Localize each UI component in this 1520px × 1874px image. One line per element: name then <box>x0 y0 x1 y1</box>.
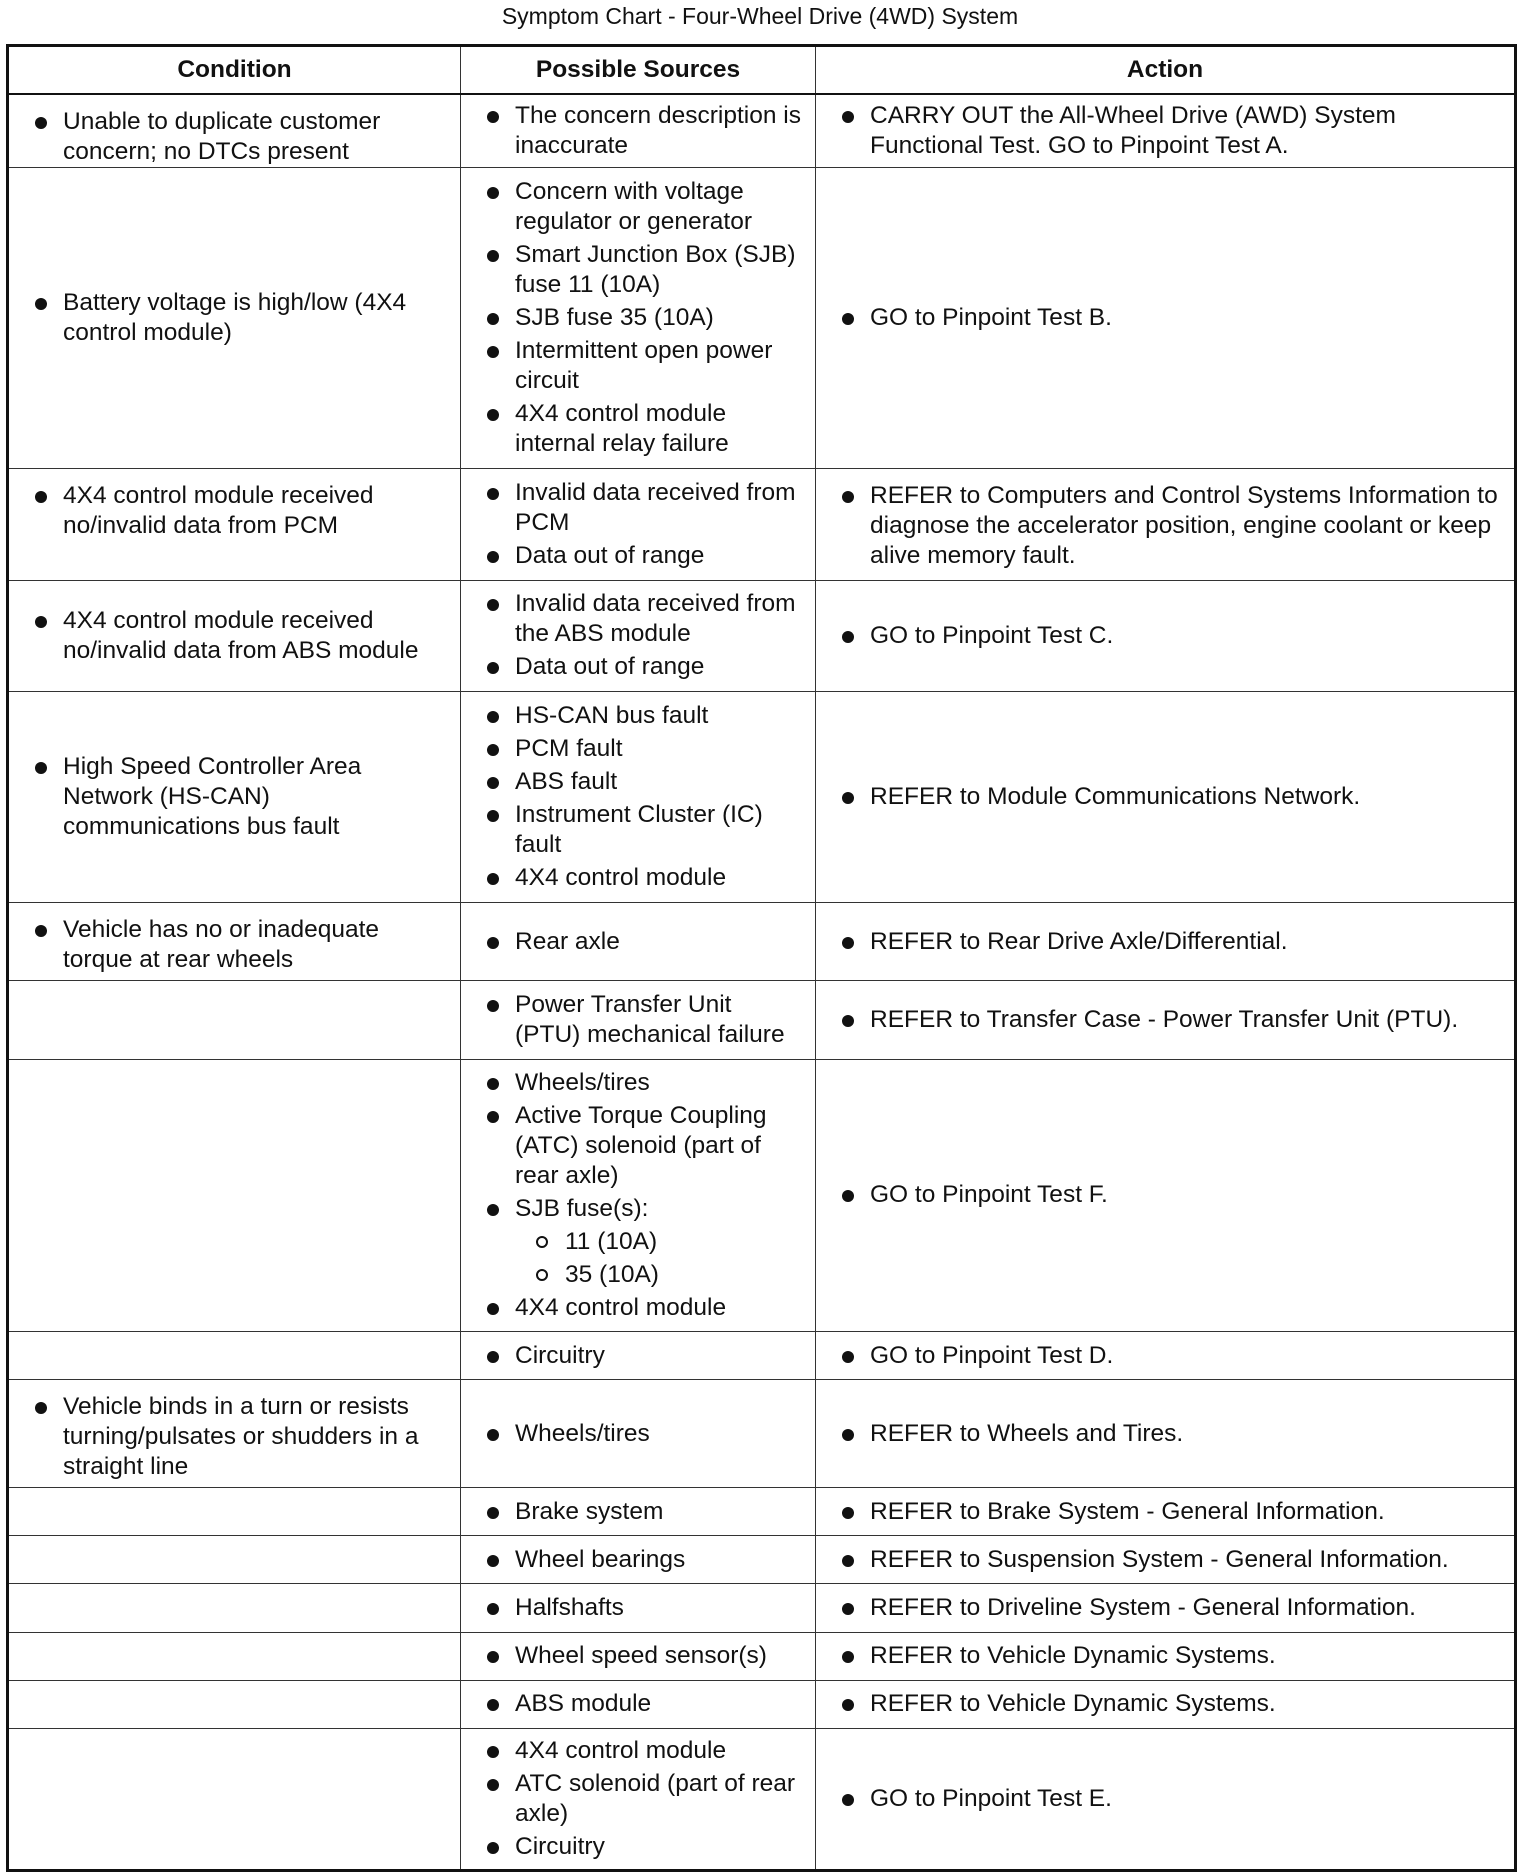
action-cell <box>816 691 1516 902</box>
action-text: GO to Pinpoint Test F. <box>830 1180 1502 1210</box>
condition-text: Unable to duplicate customer concern; no DTCs present <box>23 107 448 167</box>
action-cell <box>816 1488 1516 1536</box>
action-cell <box>816 1059 1516 1331</box>
source-item: 4X4 control module internal relay failure <box>475 399 803 459</box>
source-item: 4X4 control module <box>475 1293 803 1323</box>
sources-cell <box>461 468 816 580</box>
condition-text: 4X4 control module received no/invalid data from ABS module <box>23 606 448 666</box>
source-item: Circuitry <box>475 1341 803 1371</box>
condition-cell <box>8 981 461 1059</box>
header-possible-sources: Possible Sources <box>461 46 816 95</box>
action-cell <box>816 1332 1516 1380</box>
source-item: Wheel bearings <box>475 1545 803 1575</box>
symptom-chart-table <box>6 44 1517 1872</box>
source-item: ATC solenoid (part of rear axle) <box>475 1769 803 1829</box>
table-row <box>8 468 1516 580</box>
action-cell <box>816 1380 1516 1488</box>
table-row <box>8 1332 1516 1380</box>
condition-cell <box>8 1728 461 1870</box>
table-row <box>8 580 1516 691</box>
source-item: Circuitry <box>475 1832 803 1862</box>
header-condition: Condition <box>8 46 461 95</box>
source-item: ABS fault <box>475 767 803 797</box>
action-text: GO to Pinpoint Test B. <box>830 303 1502 333</box>
action-cell <box>816 94 1516 168</box>
sources-cell <box>461 1488 816 1536</box>
source-item: Power Transfer Unit (PTU) mechanical failure <box>475 990 803 1050</box>
action-cell <box>816 1584 1516 1632</box>
condition-cell <box>8 168 461 469</box>
condition-text: 4X4 control module received no/invalid data from PCM <box>23 481 448 541</box>
action-cell <box>816 903 1516 981</box>
source-item: ABS module <box>475 1689 803 1719</box>
header-action: Action <box>816 46 1516 95</box>
condition-text: Vehicle binds in a turn or resists turning/pulsates or shudders in a straight line <box>23 1392 448 1482</box>
condition-cell <box>8 1632 461 1680</box>
source-item: Instrument Cluster (IC) fault <box>475 800 803 860</box>
action-text: REFER to Computers and Control Systems Information to diagnose the accelerator position, engine coolant or keep alive memory fault. <box>830 481 1502 571</box>
action-cell <box>816 1728 1516 1870</box>
sources-cell <box>461 94 816 168</box>
action-text: REFER to Wheels and Tires. <box>830 1419 1502 1449</box>
action-text: GO to Pinpoint Test C. <box>830 621 1502 651</box>
condition-cell <box>8 580 461 691</box>
source-item: Rear axle <box>475 927 803 957</box>
page-title: Symptom Chart - Four-Wheel Drive (4WD) System <box>501 3 1019 29</box>
action-cell <box>816 981 1516 1059</box>
source-item-text: SJB fuse(s): <box>515 1194 649 1222</box>
source-item: SJB fuse 35 (10A) <box>475 303 803 333</box>
sources-cell <box>461 580 816 691</box>
source-item: Intermittent open power circuit <box>475 336 803 396</box>
source-item: Concern with voltage regulator or generator <box>475 177 803 237</box>
table-row <box>8 1536 1516 1584</box>
source-item: Wheels/tires <box>475 1068 803 1098</box>
source-item: Invalid data received from the ABS module <box>475 589 803 649</box>
sources-cell <box>461 1332 816 1380</box>
sources-cell <box>461 1584 816 1632</box>
source-item: Wheels/tires <box>475 1419 803 1449</box>
action-text: CARRY OUT the All-Wheel Drive (AWD) System Functional Test. GO to Pinpoint Test A. <box>830 101 1502 161</box>
sources-cell <box>461 1380 816 1488</box>
table-row <box>8 1680 1516 1728</box>
action-text: REFER to Brake System - General Information. <box>830 1497 1502 1527</box>
condition-cell <box>8 468 461 580</box>
condition-cell <box>8 94 461 168</box>
table-row <box>8 1728 1516 1870</box>
source-item <box>475 1194 803 1290</box>
sources-cell <box>461 1632 816 1680</box>
table-row <box>8 691 1516 902</box>
source-item: Invalid data received from PCM <box>475 478 803 538</box>
condition-cell <box>8 1536 461 1584</box>
action-text: REFER to Suspension System - General Information. <box>830 1545 1502 1575</box>
action-cell <box>816 1632 1516 1680</box>
source-item: Smart Junction Box (SJB) fuse 11 (10A) <box>475 240 803 300</box>
condition-cell <box>8 1584 461 1632</box>
source-item: Active Torque Coupling (ATC) solenoid (part of rear axle) <box>475 1101 803 1191</box>
sources-cell <box>461 1059 816 1331</box>
sources-cell <box>461 1680 816 1728</box>
sources-cell <box>461 1536 816 1584</box>
condition-cell <box>8 1332 461 1380</box>
action-cell <box>816 468 1516 580</box>
action-cell <box>816 1536 1516 1584</box>
action-text: GO to Pinpoint Test E. <box>830 1784 1502 1814</box>
source-item: Wheel speed sensor(s) <box>475 1641 803 1671</box>
condition-text: Vehicle has no or inadequate torque at rear wheels <box>23 915 448 975</box>
source-item: Halfshafts <box>475 1593 803 1623</box>
action-text: REFER to Vehicle Dynamic Systems. <box>830 1689 1502 1719</box>
source-item: Brake system <box>475 1497 803 1527</box>
action-text: REFER to Vehicle Dynamic Systems. <box>830 1641 1502 1671</box>
fuse-item: 11 (10A) <box>515 1227 803 1257</box>
condition-cell <box>8 1680 461 1728</box>
action-text: REFER to Rear Drive Axle/Differential. <box>830 927 1502 957</box>
source-item: PCM fault <box>475 734 803 764</box>
source-item: Data out of range <box>475 652 803 682</box>
table-row <box>8 1584 1516 1632</box>
condition-cell <box>8 691 461 902</box>
table-row <box>8 903 1516 981</box>
sources-cell <box>461 903 816 981</box>
condition-cell <box>8 1059 461 1331</box>
source-item: 4X4 control module <box>475 1736 803 1766</box>
sources-cell <box>461 168 816 469</box>
action-text: REFER to Driveline System - General Information. <box>830 1593 1502 1623</box>
table-row <box>8 981 1516 1059</box>
table-row <box>8 1059 1516 1331</box>
table-header-row <box>8 46 1516 95</box>
condition-text: High Speed Controller Area Network (HS-CAN) communications bus fault <box>23 752 448 842</box>
fuse-item: 35 (10A) <box>515 1260 803 1290</box>
table-row <box>8 168 1516 469</box>
source-item: Data out of range <box>475 541 803 571</box>
source-item: The concern description is inaccurate <box>475 101 803 161</box>
sources-cell <box>461 981 816 1059</box>
action-cell <box>816 1680 1516 1728</box>
table-row <box>8 1632 1516 1680</box>
condition-cell <box>8 1488 461 1536</box>
table-row <box>8 94 1516 168</box>
condition-text: Battery voltage is high/low (4X4 control module) <box>23 288 448 348</box>
condition-cell <box>8 1380 461 1488</box>
sources-cell <box>461 691 816 902</box>
table-row <box>8 1380 1516 1488</box>
action-text: REFER to Transfer Case - Power Transfer Unit (PTU). <box>830 1005 1502 1035</box>
condition-cell <box>8 903 461 981</box>
action-cell <box>816 168 1516 469</box>
action-cell <box>816 580 1516 691</box>
source-item: 4X4 control module <box>475 863 803 893</box>
source-item: HS-CAN bus fault <box>475 701 803 731</box>
action-text: REFER to Module Communications Network. <box>830 782 1502 812</box>
sources-cell <box>461 1728 816 1870</box>
table-row <box>8 1488 1516 1536</box>
action-text: GO to Pinpoint Test D. <box>830 1341 1502 1371</box>
